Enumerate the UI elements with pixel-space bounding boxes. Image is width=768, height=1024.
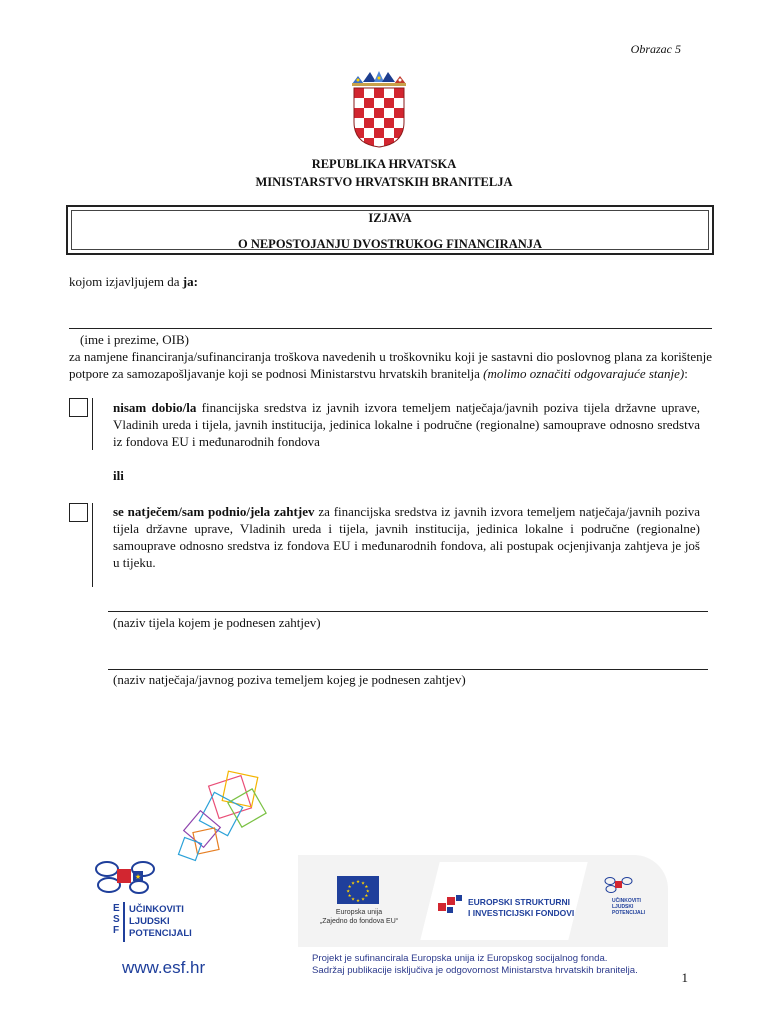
svg-text:★: ★ bbox=[355, 897, 361, 903]
title-izjava: IZJAVA bbox=[368, 211, 412, 225]
svg-text:★: ★ bbox=[350, 880, 356, 886]
esf-flower-logo-icon bbox=[95, 855, 159, 899]
coat-of-arms-icon bbox=[350, 70, 408, 148]
call-name-field[interactable] bbox=[108, 669, 708, 670]
svg-text:★: ★ bbox=[364, 883, 369, 889]
svg-text:★: ★ bbox=[134, 873, 142, 881]
checkbox-not-received[interactable] bbox=[69, 398, 88, 417]
name-oib-caption: (ime i prezime, OIB) bbox=[80, 332, 190, 347]
svg-text:★: ★ bbox=[364, 893, 369, 898]
funds-caption: EUROPSKI STRUKTURNI I INVESTICIJSKI FONDOVI bbox=[468, 897, 575, 918]
name-oib-field[interactable] bbox=[69, 328, 712, 329]
title-box bbox=[66, 205, 714, 255]
esf-tagline: UČINKOVITI LJUDSKI POTENCIJALI bbox=[129, 904, 192, 939]
eu-caption: Europska unija „Zajedno do fondova EU“ bbox=[319, 909, 399, 925]
esf-flower-decoration-icon bbox=[175, 770, 285, 865]
svg-text:★: ★ bbox=[360, 880, 366, 886]
body-name-caption: (naziv tijela kojem je podnesen zahtjev) bbox=[113, 615, 321, 630]
esf-letters: E S F bbox=[113, 903, 120, 936]
svg-text:★: ★ bbox=[347, 893, 352, 898]
svg-text:★: ★ bbox=[350, 896, 356, 902]
svg-text:★: ★ bbox=[355, 879, 361, 884]
checkbox-applied[interactable] bbox=[69, 503, 88, 522]
page-number: 1 bbox=[681, 970, 688, 985]
croatia-squares-icon bbox=[436, 893, 466, 917]
svg-text:★: ★ bbox=[365, 888, 370, 894]
svg-text:★: ★ bbox=[347, 883, 352, 889]
esf-small-logo-icon bbox=[604, 874, 634, 896]
svg-text:★: ★ bbox=[346, 888, 351, 894]
option2-text: se natječem/sam podnio/jela zahtjev za financijska sredstva iz javnih izvora temeljem natječaja/javnih poziva tijela državne uprave, Vladinih ureda i tijela, javnih institucija, jedinica lokalne i područne (regionalne) samouprave odnosno sredstva iz fondova EU i međunarodnih fondova, ali postupak ocjenjivanja zahtjeva je još u tijeku. bbox=[113, 504, 700, 570]
eu-flag-icon bbox=[337, 876, 379, 904]
option1-divider bbox=[92, 398, 93, 450]
intro-text: kojom izjavljujem da ja: bbox=[69, 274, 198, 289]
disclaimer: Projekt je sufinancirala Europska unija iz Europskog socijalnog fonda. Sadržaj publikacije isključiva je odgovornost Ministarstva hrvatskih branitelja. bbox=[312, 953, 638, 976]
header-republic: REPUBLIKA HRVATSKA bbox=[311, 157, 457, 171]
body-name-field[interactable] bbox=[108, 611, 708, 612]
esf-divider bbox=[123, 902, 125, 942]
title-subtitle: O NEPOSTOJANJU DVOSTRUKOG FINANCIRANJA bbox=[237, 237, 543, 251]
option1-text: nisam dobio/la financijska sredstva iz javnih izvora temeljem natječaja/javnih poziva tijela državne uprave, Vladinih ureda i tijela, javnih institucija, jedinica lokalne i područne (regionalne) samouprave odnosno sredstva iz fondova EU i međunarodnih fondova bbox=[113, 400, 701, 449]
purpose-paragraph: za namjene financiranja/sufinanciranja troškova navedenih u troškovniku koji je sastavni dio poslovnog plana za korištenje potpore za samozapošljavanje koji se podnosi Ministarstvu hrvatskih branitelja (molimo označiti odgovarajuće stanje): bbox=[69, 349, 712, 381]
call-name-caption: (naziv natječaja/javnog poziva temeljem kojeg je podnesen zahtjev) bbox=[113, 672, 466, 687]
option2-divider bbox=[92, 503, 93, 587]
header-ministry: MINISTARSTVO HRVATSKIH BRANITELJA bbox=[255, 175, 513, 189]
esf-small-tagline: UČINKOVITI LJUDSKI POTENCIJALI bbox=[612, 898, 646, 916]
or-label: ili bbox=[113, 468, 124, 483]
esf-website-link[interactable]: www.esf.hr bbox=[122, 958, 206, 977]
form-number: Obrazac 5 bbox=[630, 42, 681, 56]
svg-text:★: ★ bbox=[360, 896, 366, 902]
